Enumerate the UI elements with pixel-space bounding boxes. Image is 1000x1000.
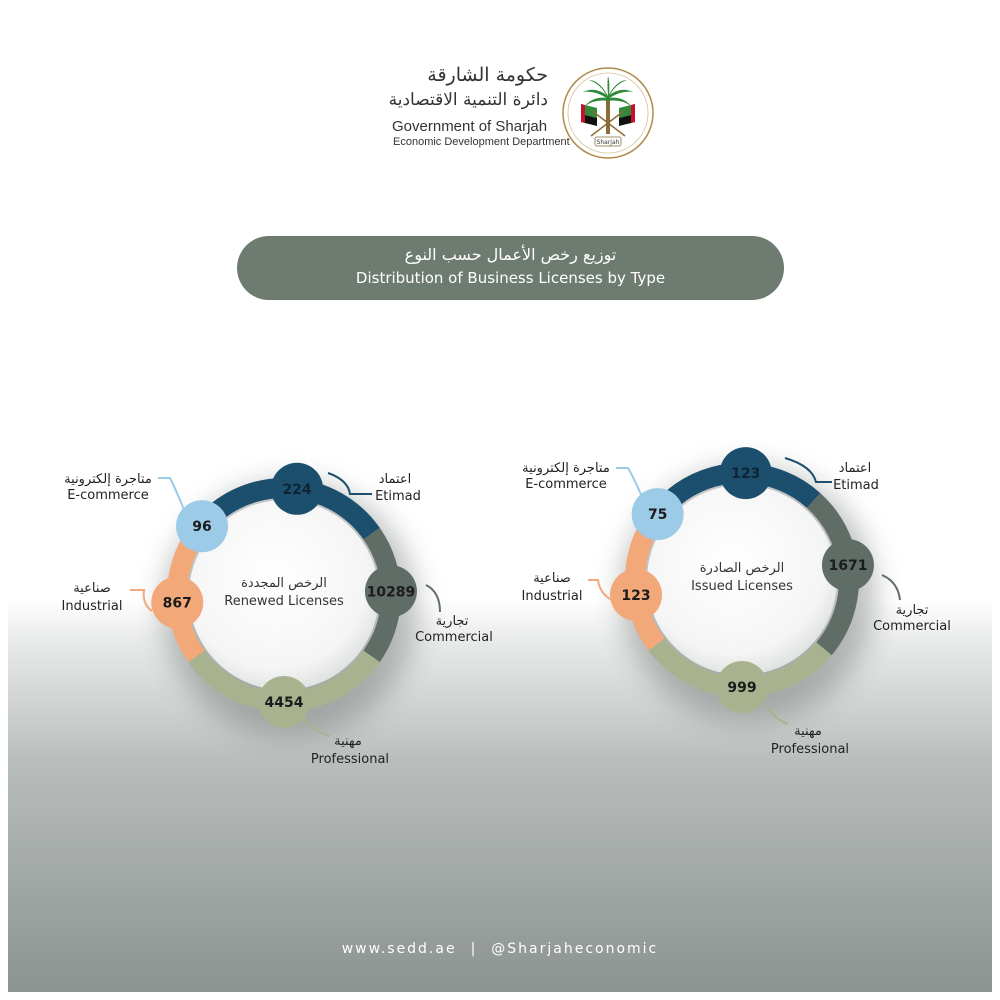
category-label-english-ecommerce: E-commerce (67, 488, 149, 503)
gov-name-english: Government of Sharjah (392, 118, 548, 135)
category-label-arabic-professional: مهنية (334, 734, 362, 749)
data-label-commercial: 1671 (828, 558, 868, 575)
data-label-professional: 4454 (264, 695, 304, 711)
category-label-english-industrial: Industrial (521, 589, 583, 604)
data-label-etimad: 123 (731, 466, 761, 483)
center-title-english: Renewed Licenses (224, 594, 344, 609)
data-label-professional: 999 (727, 680, 757, 696)
category-label-arabic-etimad: اعتماد (378, 472, 412, 487)
center-title-english: Issued Licenses (691, 579, 793, 594)
category-label-english-commercial: Commercial (415, 630, 493, 645)
website-link[interactable]: www.sedd.ae (341, 941, 457, 957)
category-label-english-etimad: Etimad (375, 489, 421, 504)
data-label-commercial: 10289 (366, 584, 416, 601)
category-label-arabic-commercial: تجارية (435, 614, 469, 629)
category-label-arabic-industrial: صناعية (533, 571, 571, 586)
category-label-arabic-ecommerce: متاجرة إلكترونية (64, 472, 152, 487)
callout-line-industrial (130, 590, 152, 611)
social-handle-link[interactable]: @Sharjaheconomic (491, 941, 659, 957)
category-label-english-industrial: Industrial (61, 599, 123, 614)
callout-line-industrial (588, 580, 612, 600)
data-label-ecommerce: 96 (192, 519, 212, 536)
donut-chart-renewed (62, 463, 493, 767)
data-label-industrial: 123 (621, 587, 651, 604)
category-label-english-etimad: Etimad (833, 478, 879, 493)
emblem-text: Sharjah (596, 139, 620, 146)
data-label-etimad: 224 (282, 481, 312, 498)
donut-chart-issued (522, 447, 951, 757)
center-title-arabic: الرخص المجددة (241, 576, 327, 591)
callout-line-ecommerce (158, 478, 185, 512)
callout-line-commercial (426, 585, 440, 612)
category-label-arabic-etimad: اعتماد (838, 461, 872, 476)
category-label-arabic-industrial: صناعية (73, 581, 111, 596)
title-arabic: توزيع رخص الأعمال حسب النوع (404, 245, 617, 264)
category-label-english-ecommerce: E-commerce (525, 477, 607, 492)
category-label-arabic-ecommerce: متاجرة إلكترونية (522, 461, 610, 476)
data-label-industrial: 867 (162, 595, 192, 612)
department-name-arabic: دائرة التنمية الاقتصادية (388, 90, 548, 110)
category-label-arabic-professional: مهنية (794, 724, 822, 739)
callout-line-commercial (882, 575, 900, 600)
category-label-english-professional: Professional (770, 742, 850, 757)
category-label-english-commercial: Commercial (873, 619, 951, 634)
data-label-ecommerce: 75 (647, 507, 668, 524)
department-name-english: Economic Development Department (393, 136, 570, 148)
category-label-arabic-commercial: تجارية (895, 603, 929, 618)
center-title-arabic: الرخص الصادرة (699, 561, 785, 576)
footer (0, 941, 1000, 957)
footer-separator: | (470, 941, 478, 957)
category-label-english-professional: Professional (310, 752, 390, 767)
gov-name-arabic: حكومة الشارقة (427, 64, 548, 86)
callout-line-ecommerce (616, 468, 642, 497)
title-english: Distribution of Business Licenses by Type (355, 269, 666, 287)
